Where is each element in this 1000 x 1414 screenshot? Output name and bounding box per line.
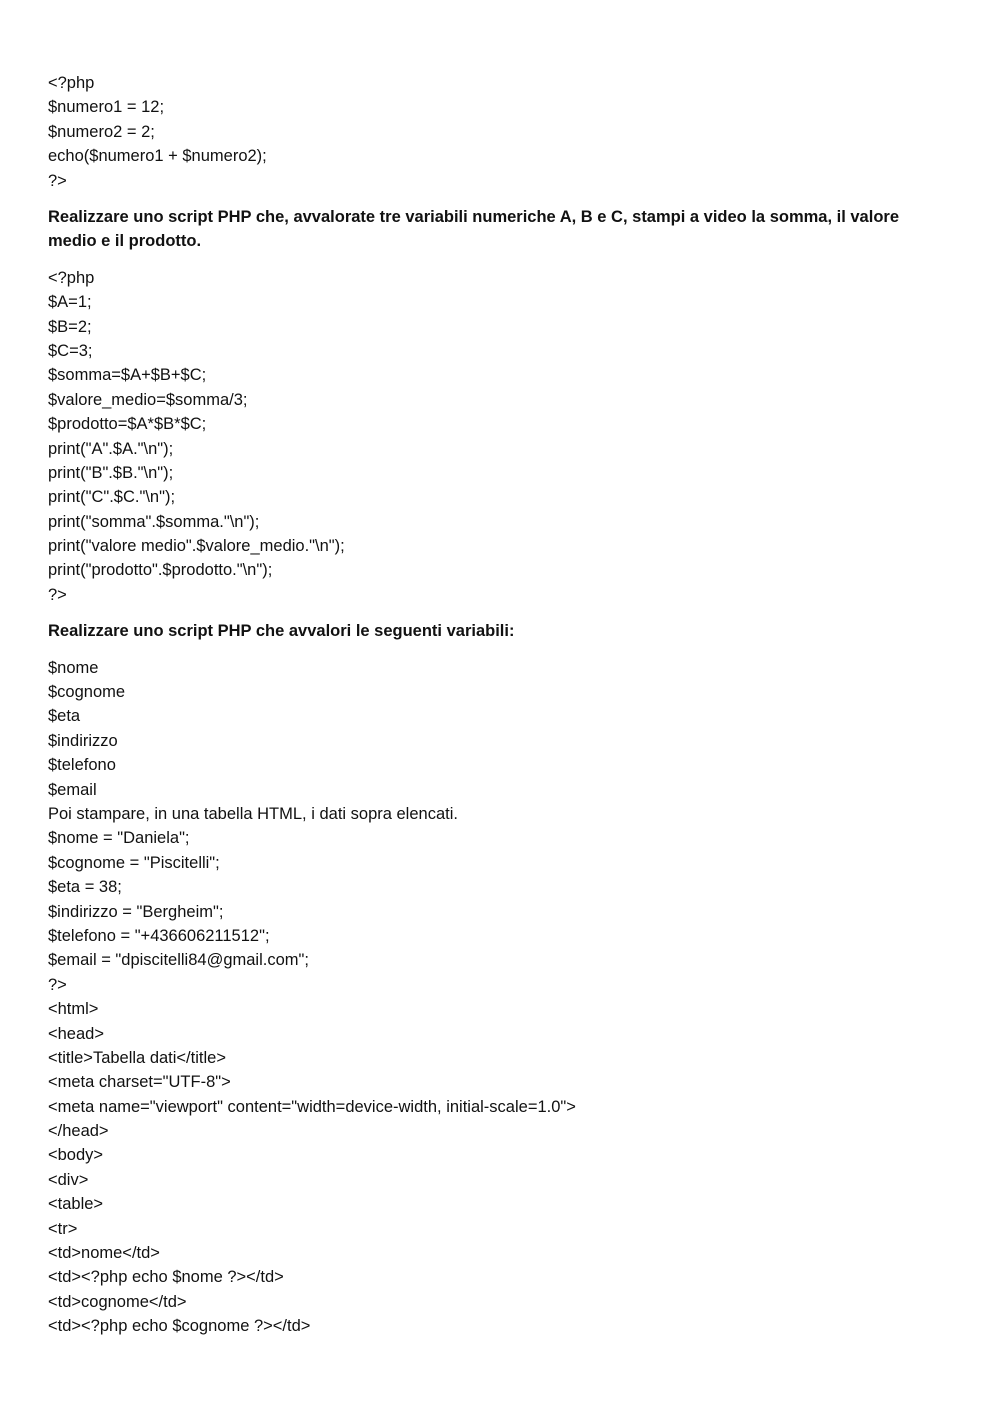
- code-line: <meta charset="UTF-8">: [48, 1073, 231, 1092]
- code-line: ?>: [48, 975, 67, 994]
- code-line: $nome: [48, 658, 99, 677]
- code-line: print("B".$B."\n");: [48, 463, 174, 482]
- code-line: <td><?php echo $nome ?></td>: [48, 1268, 284, 1287]
- code-line: $B=2;: [48, 317, 92, 336]
- code-line: $indirizzo = "Bergheim";: [48, 902, 224, 921]
- code-line: $somma=$A+$B+$C;: [48, 366, 207, 385]
- code-line: $telefono = "+436606211512";: [48, 926, 270, 945]
- code-line: ?>: [48, 585, 67, 604]
- code-line: $email: [48, 780, 97, 799]
- code-line: <head>: [48, 1024, 104, 1043]
- code-line: $telefono: [48, 756, 116, 775]
- exercise-heading-variables: Realizzare uno script PHP che avvalori le seguenti variabili:: [48, 622, 515, 641]
- exercise-heading-abc: Realizzare uno script PHP che, avvalorate tre variabili numeriche A, B e C, stampi a video la somma, il valore medio e il prodotto.: [48, 207, 899, 251]
- code-line: <?php: [48, 268, 95, 287]
- code-line: $cognome = "Piscitelli";: [48, 853, 220, 872]
- code-line: print("A".$A."\n");: [48, 439, 174, 458]
- document-page: [48, 71, 948, 1339]
- code-line: print("C".$C."\n");: [48, 488, 176, 507]
- instruction-line: Poi stampare, in una tabella HTML, i dati sopra elencati.: [48, 804, 458, 823]
- code-line: $numero2 = 2;: [48, 122, 155, 141]
- code-line: <title>Tabella dati</title>: [48, 1048, 226, 1067]
- code-block-table: [48, 656, 948, 1339]
- code-line: $indirizzo: [48, 731, 118, 750]
- code-block-sum: [48, 71, 948, 193]
- code-line: $valore_medio=$somma/3;: [48, 390, 248, 409]
- code-line: $prodotto=$A*$B*$C;: [48, 415, 207, 434]
- code-line: $cognome: [48, 683, 126, 702]
- code-line: ?>: [48, 171, 67, 190]
- code-line: print("valore medio".$valore_medio."\n");: [48, 537, 345, 556]
- code-line: print("somma".$somma."\n");: [48, 512, 260, 531]
- code-line: print("prodotto".$prodotto."\n");: [48, 561, 273, 580]
- code-block-abc: [48, 266, 948, 607]
- code-line: $A=1;: [48, 293, 92, 312]
- code-line: <html>: [48, 1000, 99, 1019]
- code-line: echo($numero1 + $numero2);: [48, 147, 267, 166]
- code-line: <td><?php echo $cognome ?></td>: [48, 1317, 311, 1336]
- code-line: <table>: [48, 1195, 104, 1214]
- code-line: $nome = "Daniela";: [48, 829, 190, 848]
- code-line: $numero1 = 12;: [48, 98, 165, 117]
- code-line: </head>: [48, 1122, 109, 1141]
- code-line: <?php: [48, 74, 95, 92]
- code-line: $email = "dpiscitelli84@gmail.com";: [48, 951, 309, 970]
- code-line: <tr>: [48, 1219, 78, 1238]
- code-line: <div>: [48, 1170, 89, 1189]
- code-line: <td>cognome</td>: [48, 1292, 187, 1311]
- code-line: $C=3;: [48, 341, 93, 360]
- code-line: $eta: [48, 707, 81, 726]
- code-line: <td>nome</td>: [48, 1244, 160, 1263]
- code-line: <body>: [48, 1146, 104, 1165]
- code-line: <meta name="viewport" content="width=device-width, initial-scale=1.0">: [48, 1097, 576, 1116]
- code-line: $eta = 38;: [48, 878, 122, 897]
